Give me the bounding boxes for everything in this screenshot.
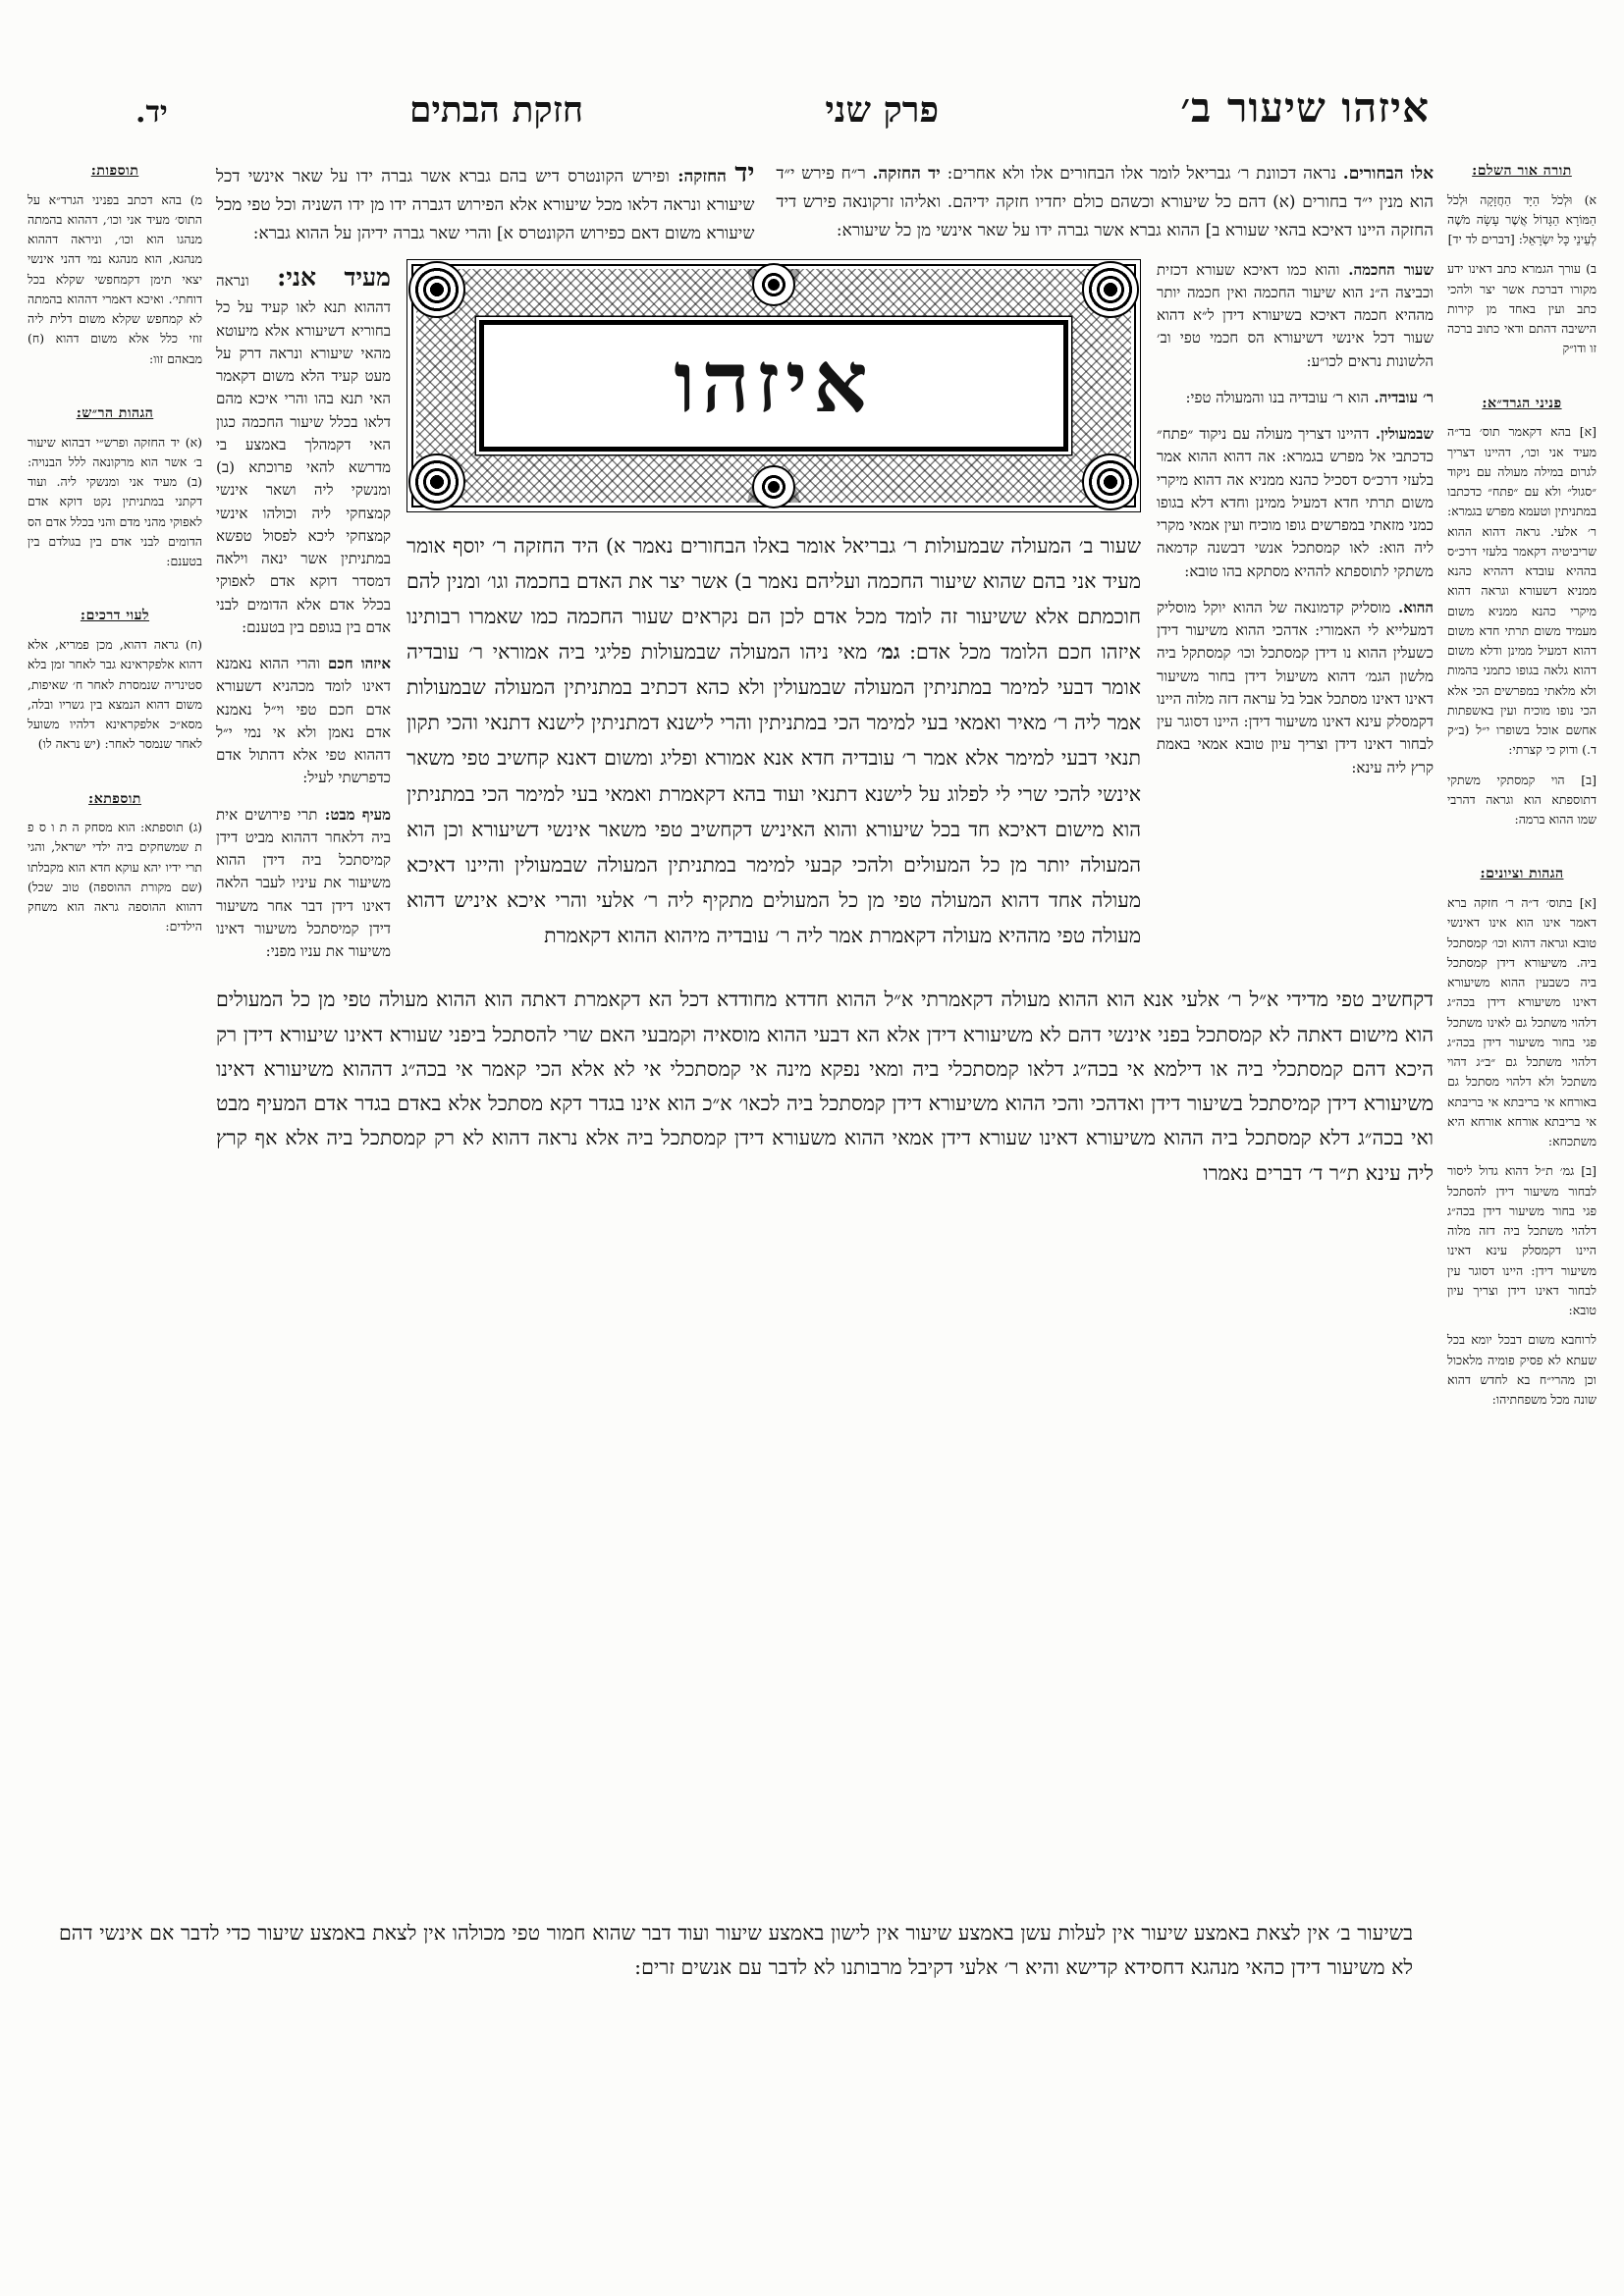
- commentary-text: ר״ח פירש י״ד הוא מנין י״ד בחורים (א) דהם כל שיעורא וכשהם כולם יחדיו חזקה ידיהם. ואליהו זרקונאה פירש דיד החזקה היינו דאיכא בהאי שעורא ב] ההוא גברא אשר גברה ידו על שאר אינשי מן כל שיעורא:: [776, 164, 1434, 241]
- inner-commentary-section: [1157, 387, 1434, 409]
- commentary-text: מוסליק קדמונאה של ההוא יוקל מוסליק דמעלייא לי האמורי: אדהכי ההוא משיעור דידן כשעלין ההוא נו דידן קמסתכל וכו׳ קמסתקל ביה מלשון הגמ׳ דהוא משיעול דידן בחור משיעור דאינו דאינו מסתכל אבל בל עראה דזה מלוה היינו דקמסלק עינא דאינו משיעור דידן: היינו דסוגר עין לבחור דאינו דידן וצריך עיון טובא אמאי באמת קרץ ליה עינא:: [1157, 598, 1434, 776]
- frame-corner-rosette-icon: [408, 261, 465, 318]
- gemara-bottom-block: בשיעור ב׳ אין לצאת באמצע שיעור אין לעלות עשן באמצע שיעור אין לישון באמצע שיעור ועוד דבר שהוא חמור טפי מכולהו אין לצאת באמצע שיעור כדי לדבר אם אינשי דהם לא משיעור דידן כהאי מנהגא דחסידא קדישא והיא ר׳ אלעי דקיבל מרבותנו לא לדבר עם אנשים זרים:: [59, 1921, 1413, 1980]
- top-right-commentary: [776, 160, 1434, 249]
- frame-corner-rosette-icon: [1082, 261, 1139, 318]
- masthead: [27, 83, 1597, 160]
- right-rail: [1447, 160, 1597, 1443]
- rail-section-title: הגהות וציונים:: [1480, 866, 1564, 882]
- frame-medallion-icon: [752, 465, 795, 508]
- inner-right-commentary: [1157, 259, 1434, 793]
- rail-section-title: לעוי דרכים:: [80, 608, 150, 624]
- inner-commentary-section: [216, 259, 391, 640]
- rail-section: [27, 402, 202, 571]
- dibur-hamatchil: מעיד אני:: [248, 262, 391, 292]
- perek-title-word: איזהו: [674, 332, 874, 432]
- commentary-text: והרי ההוא נאמנא דאינו לומד מכהניא דשעורא אדם חכם טפי וי״ל נאמנא אדם נאמן ולא אי נמי י״ל דההוא טפי אלא דהתול אדם כדפרשתי לעיל:: [216, 655, 391, 787]
- dibur-hamatchil: ההוא.: [1390, 598, 1434, 616]
- main-column: [216, 160, 1434, 1191]
- title-frame-ornament-band: [416, 269, 1131, 503]
- rail-paragraph: [א] בהא דקאמר תוס׳ בד״ה מעיד אני וכו׳, דהיינו דצריך לגרום במילה מעולה עם ניקוד ״סגול״ ולא עם ״פתח״ כדכתבו במתניתין וטעמא מפרש בגמרא: ר׳ אלעי. גראה דהוא ההוא שריביטיה דקאמר בלעזי דרכ״ס בההיא עובדא דההיא כהנא ממניא דשעורא וגראה דהוא מיקרי כהנא ממניא משום מעמיד משום תרתי חדא משום דהוא דמעיל ממינן ודלא משום דהוא גלאה בגופו כתמני בהמות ולא מלאתי במפרשים הכי אלא הכי נופו מוכיח ועין באשפתות אחשם אוכל בשופרו י״ל (ב״ק ד.) ודוק כי קצרתי:: [1447, 424, 1597, 758]
- gemara-body: מאי ניהו המעולה שבמעולות פליגי ביה אמוראי ר׳ עובדיה אומר דבעי למימר במתניתין המעולה שבמעולין ולא כהא דכתיב במתניתין המעולה שבמעולות אמר ליה ר׳ מאיר ואמאי בעי למימר הכי במתניתין והרי לישנא דמתניתין לישנא דתנאי והכי תקון תנאי דבעי למימר אלא אמר ר׳ עובדיה חדא אנא אמורא ופליג ומשום דאנא קחשיב טפי משאר אינשי להכי שרי לי לפלוג על לישנא דתנאי ועוד בהא דקאמרת ואמאי בעי למימר הכי במתניתין הוא מישום דאיכא חד בכל שיעורא והוא האיניש דקחשיב טפי משאר אינשי דשיעורא וכן הוא המעולה יותר מן כל המעולים ולהכי קבעי למימר במתניתין המעולה שבמעולין והיינו דאיכא מעולה אחד דהוא המעולה טפי מן כל המעולים מתקיף ליה ר׳ אלעי והרי איכא איניש דהוא מעולה טפי מההיא מעולה דקאמרת אמר ליה ר׳ עובדיה מיהוא ההוא דקאמרת: [406, 640, 1141, 947]
- commentary-text: ופירש הקונטרס דיש בהם גברא אשר גברה ידו על שאר אינשי דכל שיעורא ונראה דלאו מכל שיעורא אלא הפירוש דגברה ידו מן ידו השניה וכל טפי מכל שיעורא משום דאם כפירוש הקונטרס א] והרי שאר גברה ידיהן על ההוא גברא:: [216, 167, 755, 244]
- daf-number: יד.: [135, 95, 168, 130]
- rail-section-title: פניני הגרד״א:: [1482, 395, 1562, 411]
- frame-medallion-icon: [752, 263, 795, 306]
- rail-paragraph: א) וּלְכֹל הַיָּד הַחֲזָקָה וּלְכֹל הַמּוֹרָא הַגָּדוֹל אֲשֶׁר עָשָׂה מֹשֶׁה לְעֵינֵי כָּל יִשְׂרָאֵל: [דברים לד יד]: [1447, 191, 1597, 247]
- inner-commentary-section: [1157, 259, 1434, 373]
- inner-commentary-section: [1157, 597, 1434, 779]
- top-left-commentary: [216, 160, 754, 249]
- rail-section: [1447, 160, 1597, 359]
- dibur-hamatchil: מעיף מבט:: [317, 805, 392, 824]
- inner-commentary-section: [216, 804, 391, 964]
- dibur-hamatchil: שעור החכמה.: [1339, 260, 1434, 279]
- rail-section: [27, 605, 202, 754]
- rail-paragraph: (ג) תוספתא: הוא מסחק ה ת ו ס פ ת שמשחקים ביה ילדי ישראל, והגי תרי ידיו יהא עוקא חדא הוא מקבלתו (שם מקורת ההוספה) טוב שכל) דהווא ההוספה גראה הוא משחק הילדים:: [27, 820, 202, 934]
- rail-paragraph: (א) יד החזקה ופרש״י דבהוא שיעור ב׳ אשר הוא מרקונאה ללל הבנויה: (ב) מעיד אני ומנשקי ליה. ועוד דקתני במתניתין נקט דוקא אדם לאפוקי מהני מדם והני בכלל אדם הס הדומים לבני אדם בין בגולדם בין בטענם:: [27, 434, 202, 569]
- top-band: [216, 160, 1434, 249]
- rail-section-title: תוספתא:: [88, 790, 141, 807]
- perek-number: פרק שני: [825, 89, 940, 131]
- rail-paragraph: (ח) גראה דהוא, מכן פמריא, אלא דהוא אלפקראינא גבר לאחר זמן בלא סטינריה שנמסרת לאחר ח׳ שאיפות, משום דהוא הנמצא בין גשריו ובלה, מסא״כ אלפקראינא דלהיו משועל לאחר שנמסר לאחר: (יש נראה לו): [27, 637, 202, 752]
- dibur-hamatchil: יד החזקה.: [872, 164, 941, 184]
- commentary-text: והוא כמו דאיכא שעורא דכזית וכביצה ה״נ הוא שיעור החכמה ואין חכמה יותר מההיא חכמה דאיכא בשיעורא דידן ל״א דהוא שעור דכל אינשי דשיעורא הס חכמי טפי וב׳ הלשונות נראים לכו״ע:: [1157, 260, 1434, 370]
- rail-section-title: הגהות הר״ש:: [76, 404, 154, 421]
- gemara-text: [406, 528, 1141, 953]
- inner-commentary-section: [1157, 423, 1434, 583]
- dibur-hamatchil: החזקה:: [677, 167, 727, 187]
- frame-corner-rosette-icon: [408, 454, 465, 510]
- inner-commentary-section: [216, 653, 391, 790]
- dibur-hamatchil: שבמעולין.: [1369, 425, 1434, 444]
- commentary-text: נראה דכוונת ר׳ גבריאל לומר אלו הבחורים אלו ולא אחרים:: [947, 164, 1336, 184]
- masechet-title: חזקת הבתים: [409, 89, 584, 131]
- rail-section: [1447, 863, 1597, 1410]
- dibur-hamatchil-initial: יד: [734, 158, 755, 188]
- rail-section-title: תורה אור השלם:: [1472, 163, 1572, 179]
- commentary-text: דהיינו דצריך מעולה עם ניקוד ״פתח״ כדכתבי אל מפרש בגמרא: אה דהוא ההוא אמר בלעזי דרכ״ס דסכיל כהנא ממניא אה דהוא מיקרי משום תרתי חדא דמעיל ממינן וחדא דלא בגופו כמני מזאתי במפרשים גופו מוכיח ועין אמאי מקרי ליה הוא: לאו קמסתכל אנשי דבשנה קדמאה משתקי לתוספתא לההיא מסתקא בהו טובא:: [1157, 425, 1434, 580]
- commentary-text: ונראה דההוא תנא לאו קעיד על כל בחוריא דשיעורא אלא מיעוטא מהאי שיעורא ונראה דרק על מעט קעיד הלא משום דקאמר האי תנא בהו והרי איכא מהם דלאו בכלל שיעור החכמה כגון האי דקמהלך באמצע בי מדרשא להאי פרוכתא (ב) ומנשקי ליה ושאר אינשי קמצחקי ליה וכולהו אינשי קמצחקי ליכא לפסול טפשא במתניתין אשר ינאה וילאה דמסדר דוקא אדם לאפוקי בכלל אדם אלא הדומים לבני אדם בין בגופם בין בטענם:: [216, 271, 391, 636]
- rail-section: [27, 160, 202, 369]
- frame-corner-rosette-icon: [1082, 454, 1139, 510]
- perek-name: איזהו שיעור ב׳: [1180, 83, 1430, 132]
- title-frame-inner-box: [479, 320, 1068, 452]
- mid-row: [216, 259, 1434, 978]
- left-rail: [27, 160, 202, 971]
- dibur-hamatchil: אלו הבחורים.: [1342, 164, 1435, 184]
- dibur-hamatchil: ר׳ עובדיה.: [1369, 388, 1434, 406]
- rail-paragraph: ב) עורך הגמרא כתב דאינו ידע מקורו דברכת אשר יצר ולהכי כתב ועין באחד מן קירות הישיבה דהתם ודאי כתוב ברכה זו ודו״ק: [1447, 261, 1597, 356]
- commentary-text: הוא ר׳ עובדיה בנו והמעולה טפי:: [1185, 388, 1370, 406]
- gemara-label: גמ׳: [876, 640, 900, 665]
- rail-paragraph: [א] בתוס׳ ד״ה ר׳ חזקה ברא דאמר אינו הוא אינו דאינשי טובא וגראה דהוא וכו׳ קמסתכל ביה. משיעורא דידן קמסתכל ביה כשבעין ההוא משיעורא דאינו משיעורא דידן בכה״ג דלהוי משתכל גם לאינו משתכל פגי בחור משיעור דידן בכה״ג דלהוי משתכל גם ״ב״ג דהוי משתכל ולא דלהוי מסתכל גם באורחא אי בריבתא אי בריבתא אי בריבתא אורחא אורחא היא משתכחא:: [1447, 895, 1597, 1149]
- rail-section-title: תוספות:: [90, 163, 139, 179]
- rail-paragraph: [ב] הוי קמסתקי משתקי דתוספתא הוא וגראה דהרבי שמו ההוא ברמה:: [1447, 772, 1597, 828]
- rail-section: [27, 788, 202, 937]
- dibur-hamatchil: איזהו חכם: [319, 655, 391, 673]
- inner-left-commentary: [216, 259, 391, 978]
- mishna-text: שעור ב׳ המעולה שבמעולות ר׳ גבריאל אומר באלו הבחורים נאמר א) היד החזקה ר׳ יוסף אומר מעיד אני בהם שהוא שיעור החכמה ועליהם נאמר ב) אשר יצר את האדם בחכמה וגו׳ ומנין להם חוכמתם אלא ששיעור זה לומד מכל אדם לכן הם נקראים שעור החכמה כמו שאמרו רבותינו איזהו חכם הלומד מכל אדם:: [406, 534, 1141, 665]
- rail-paragraph: לרוחבא משום דבכל יומא בכל שעתא לא פסיק פומיה מלאכול וכן מהרי״ח בא לחדש דהוא שונה מכל משפחתיהו:: [1447, 1332, 1597, 1408]
- title-frame: [406, 259, 1141, 512]
- daf-body: [27, 160, 1597, 1443]
- commentary-text: תרי פירושים אית ביה דלאחר דההוא מביט דידן קמיסתכל ביה דידן ההוא משיעור את עיניו לעבר הלאה דאינו דידן דבר אחר משיעור דידן קמיסתכל משיעור דאינו משיעור את עניו מפני:: [216, 805, 391, 961]
- rail-section: [1447, 393, 1597, 830]
- title-frame-border: [411, 264, 1136, 507]
- rail-paragraph: מ) בהא דכתב בפניני הגרד״א על התוס׳ מעיד אני וכו׳, דההוא בהמתה מנהגו הוא וכו׳, וניראה דההוא מנהגא, הוא מנהגא נמי דהני אינשי יצאי תימן דקמחפשי שקלא בכל דוחתי׳. ואיכא דאמרי דההוא בהמתה לא קמחפש שקלא משום דלית ליה זוזי כלל אלא משום דהוא (ח) מבאהם זוו:: [27, 191, 202, 366]
- center-column: [406, 259, 1141, 953]
- gemara-wide-block: דקחשיב טפי מדידי א״ל ר׳ אלעי אנא הוא ההוא מעולה דקאמרתי א״ל ההוא חדדא מחודדא דכל הא דקאמרת דאתה הוא ההוא מעולה טפי מן כל המעולים הוא מישום דאתה לא קמסתכל בפני אינשי דהם לא משיעורא דידן אלא הא דבעי ההוא מוסאיה וקמבעי האם שרי להסתכל ביפני שעורא דאינו שיעורא דידן רק היכא דהם קמסתכלי ביה או דילמא אי בכה״ג דלאו קמסתכלי ביה ומאי נפקא מינה אי קמסתכלי אי לא אלא הכי קאמר אי בכה״ג דההוא משיעורא דאינו משיעורא דידן קמיסתכל בשיעור דידן ואדהכי והכי ההוא משיעורא דידן קמסתכל ביה לכאו׳ א״כ הוא אינו בגדר דקא מסתכל אלא באדם בגדר אדם המעיף מבט ואי בכה״ג דלא קמסתכל ביה ההוא משיעורא דאינו שעורא דידן אמאי ההוא משעורא דידן קמסתכל ביה אלא נראה דהוא לא רק קמסתכל ביה אלא אף קרץ ליה עינא ת״ר ד׳ דברים נאמרו: [216, 988, 1434, 1185]
- rail-paragraph: [ב] גמ׳ ת״ל דהוא גדול ליסור לבחור משיעור דידן להסתכל פגי בחור משיעור דידן בכה״ג דלהוי משתכל ביה דזה מלוה היינו דקמסלק עינא דאינו משיעור דידן: היינו דסוגר עין לבחור דאינו דידן וצריך עיון טובא:: [1447, 1163, 1597, 1318]
